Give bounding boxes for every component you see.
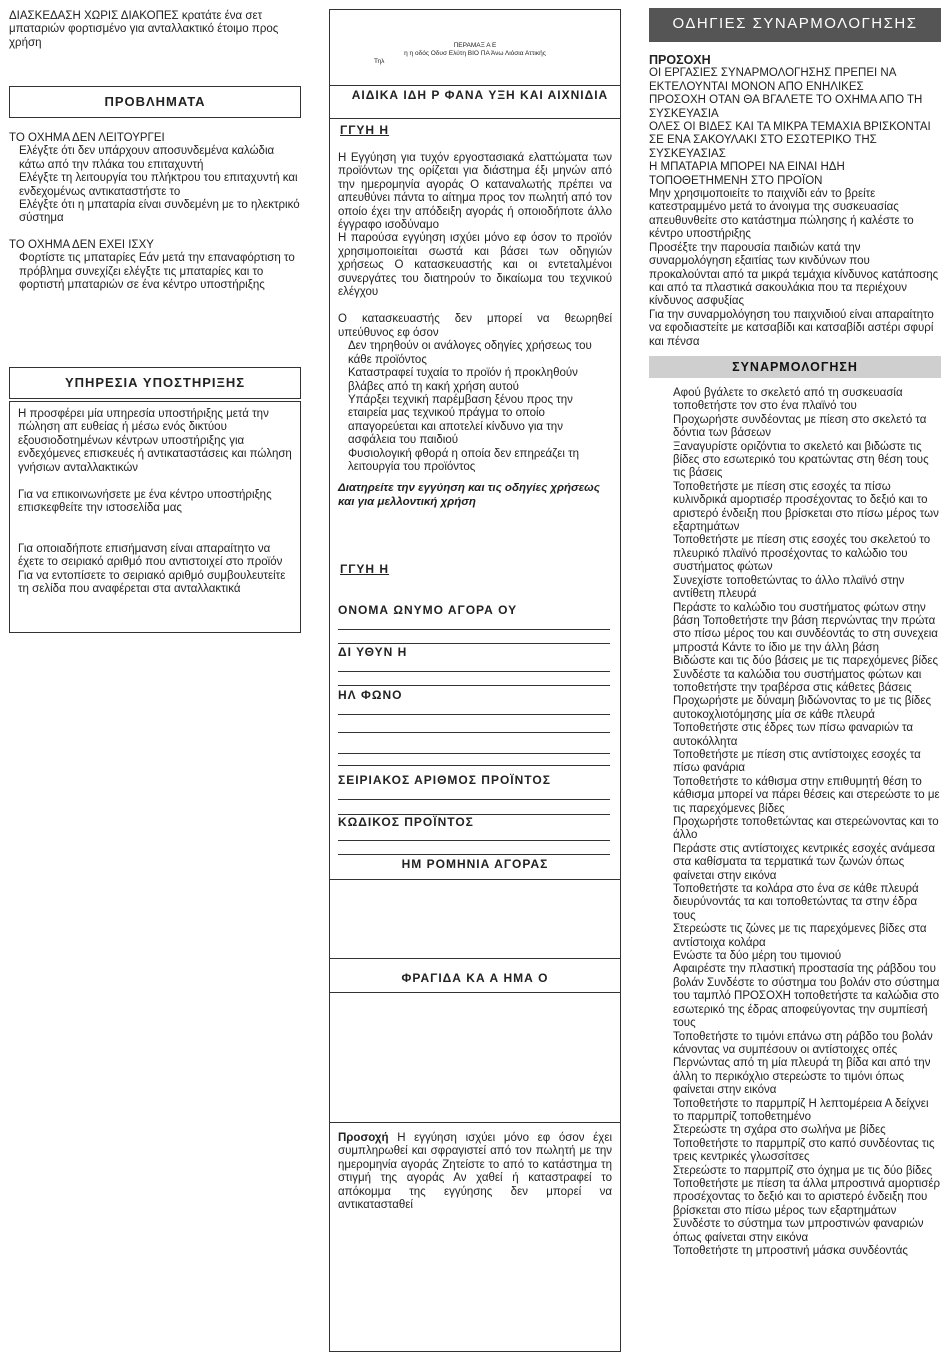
warranty-paragraph-2: Η παρούσα εγγύηση ισχύει μόνο εφ όσον το προϊόν χρησιμοποιείται σωστά και βάσει των οδηγιών χρήσεως Ο κατασκευαστής και οι εντεταλμένοι συνεργάτες του διατηρούν το δικαίωμα του τεχνικού ελέγχου [338, 232, 612, 299]
support-paragraph-3: Για οποιαδήποτε επισήμανση είναι απαραίτητο να έχετε το σειριακό αριθμό που αντιστοιχεί στο προϊόν Για να εντοπίσετε το σειριακό αριθμό συμβουλευτείτε τη σελίδα που αναφέρεται στα ανταλλακτικά [18, 542, 286, 596]
assembly-title: ΟΔΗΓΙΕΣ ΣΥΝΑΡΜΟΛΟΓΗΣΗΣ [649, 8, 941, 42]
footnote-caution: Προσοχή [338, 1132, 389, 1144]
company-header [330, 42, 620, 66]
support-heading: ΥΠΗΡΕΣΙΑ ΥΠΟΣΤΗΡΙΞΗΣ [9, 367, 301, 399]
assembly-step: Τοποθετήστε το παρμπρίζ Η λεπτομέρεια Α δείχνει το παρμπρίζ τοποθετημένο [673, 1097, 929, 1123]
form-line [338, 617, 610, 630]
assembly-step: Τοποθετήστε στις έδρες των πίσω φαναριών τα αυτοκόλλητα [673, 722, 914, 748]
problem-1 [9, 132, 301, 226]
assembly-step: Τοποθετήστε με πίεση στις εσοχές τα πίσω κυλινδρικά αμορτισέρ προσέχοντας το δεξιό και το αριστερό ένδειξη που βρίσκεται στο πίσω μέρος των εξαρτημάτων [673, 480, 939, 534]
assembly-step: Τοποθετήστε το τιμόνι επάνω στη ράβδο του βολάν κάνοντας να συμπέσουν οι αντίστοιχες οπές [673, 1030, 933, 1056]
caution-line: ΠΡΟΣΟΧΗ ΟΤΑΝ ΘΑ ΒΓΑΛΕΤΕ ΤΟ ΟΧΗΜΑ ΑΠΟ ΤΗ ΣΥΣΚΕΥΑΣΙΑ [649, 94, 923, 120]
assembly-step: Αφαιρέστε την πλαστική προστασία της ράβδου του βολάν Συνδέστε το σύστημα του βολάν στο σύστημα του ταμπλό ΠΡΟΣΟΧΗ τοποθετήστε τα καλώδια στο εσωτερικό της έδρας αποφεύγοντας την συμπίεσή τους [673, 963, 940, 1030]
assembly-step: Τοποθετήστε το παρμπρίζ στο καπό συνδέοντας τις τρεις κεντρικές γλωσσίτσες [673, 1137, 935, 1164]
form-serial-label: ΣΕΙΡΙΑΚΟΣ ΑΡΙΘΜΟΣ ΠΡΟΪΝΤΟΣ [338, 773, 551, 787]
assembly-step: Τοποθετήστε με πίεση τα άλλα μπροστινά αμορτισέρ προσέχοντας το δεξιό και το αριστερό ένδειξη που βρίσκεται στο πίσω μέρος των εξαρτημάτων [673, 1177, 941, 1217]
assembly-step: Ξαναγυρίστε οριζόντια το σκελετό και βιδώστε τις βίδες στο εσωτερικό του κρατώντας στη θέση τους τις βάσεις [673, 440, 929, 480]
problem-2-title: ΤΟ ΟΧΗΜΑ ΔΕΝ ΕΧΕΙ ΙΣΧΥ [9, 239, 154, 251]
assembly-step: Τοποθετήστε τα κολάρα στο ένα σε κάθε πλευρά διευρύνοντάς τα και τοποθετώντας τα στην έδρα τους [673, 883, 919, 922]
support-paragraph-2: Για να επικοινωνήσετε με ένα κέντρο υποστήριξης επισκεφθείτε την ιστοσελίδα μας [18, 489, 272, 515]
form-line [338, 787, 610, 800]
caution-text: Προσέξτε την παρουσία παιδιών κατά την συναρμολόγηση εξαιτίας των κινδύνων που προκαλούνται από τα μικρά τεμάχια κίνδυνος κατάποσης και από τα πλαστικά σακουλάκια που τα περιέχουν κίνδυνος ασφυξίας [649, 241, 939, 308]
form-line [338, 802, 610, 815]
warranty-keep-note: Διατηρείτε την εγγύηση και τις οδηγίες χρήσεως και για μελλοντική χρήση [338, 482, 600, 508]
problem-1-item: Ελέγξτε ότι δεν υπάρχουν αποσυνδεμένα καλώδια κάτω από την πλάκα του επιταχυντή [19, 145, 275, 171]
problem-1-item: Ελέγξτε ότι η μπαταρία είναι συνδεμένη με το ηλεκτρικό σύστημα [19, 199, 300, 225]
support-paragraph-1: Η προσφέρει μία υπηρεσία υποστήριξης μετά την πώληση απ ευθείας ή μέσω ενός δικτύου εξουσιοδοτημένων κέντρων υποστήριξης για ενδεχόμενες επισκευές ή αντικαταστάσεις και πώληση γνήσιων ανταλλακτικών [18, 408, 292, 474]
warranty-exclusion: Καταστραφεί τυχαία το προϊόν ή προκληθούν βλάβες από τη κακή χρήση αυτού [348, 367, 578, 393]
warranty-frame [329, 9, 621, 1352]
assembly-step: Τοποθετήστε τη μπροστινή μάσκα συνδέοντάς [673, 1245, 908, 1257]
assembly-step: Ενώστε τα δύο μέρη του τιμονιού [673, 950, 842, 963]
problem-1-title: ΤΟ ΟΧΗΜΑ ΔΕΝ ΛΕΙΤΟΥΡΓΕΙ [9, 132, 165, 144]
problem-2 [9, 239, 301, 293]
company-name: ΠΕΡΑΜΑΞ Α Ε [453, 42, 497, 49]
assembly-step: Αφού βγάλετε το σκελετό από τη συσκευασία τοποθετήστε τον στο ένα πλαϊνό του [673, 387, 903, 413]
form-line [338, 673, 610, 686]
divider [330, 1122, 620, 1123]
warranty-paragraph-3: Ο κατασκευαστής δεν μπορεί να θεωρηθεί υπεύθυνος εφ όσον [338, 313, 612, 339]
assembly-step: Προχωρήστε τοποθετώντας και στερεώνοντας και το άλλο [673, 816, 939, 842]
assembly-step: Συνεχίστε τοποθετώντας το άλλο πλαϊνό στην αντίθετη πλευρά [673, 574, 905, 601]
caution-line: Η ΜΠΑΤΑΡΙΑ ΜΠΟΡΕΙ ΝΑ ΕΙΝΑΙ ΗΔΗ ΤΟΠΟΘΕΤΗΜΕΝΗ ΣΤΟ ΠΡΟΪΟΝ [649, 161, 845, 187]
assembly-step: Τοποθετήστε με πίεση στις αντίστοιχες εσοχές τα πίσω φανάρια [673, 748, 921, 775]
assembly-step: Συνδέστε τα καλώδια του συστήματος φώτων και τοποθετήστε την τραβέρσα στις κάθετες βάσεις [673, 668, 922, 694]
problem-1-item: Ελέγξτε τη λειτουργία του πλήκτρου του επιταχυντή και ενδεχομένως αντικαταστήστε το [19, 172, 298, 198]
form-line [338, 702, 610, 715]
assembly-step: Στερεώστε τη σχάρα στο σωλήνα με βίδες [673, 1124, 886, 1137]
company-phone: Τηλ [374, 58, 385, 65]
form-date-label: ΗΜ ΡΟΜΗΝΙΑ ΑΓΟΡΑΣ [401, 857, 549, 871]
divider [330, 879, 620, 880]
assembly-step: Τοποθετήστε με πίεση στις εσοχές του σκελετού το πλευρικό πλαϊνό προσέχοντας το καλώδιο του συστήματος φώτων [673, 534, 931, 574]
assembly-step: Στερεώστε το παρμπρίζ στο όχημα με τις δύο βίδες [673, 1164, 933, 1177]
caution-text: Μην χρησιμοποιείτε το παιχνίδι εάν το βρείτε κατεστραμμένο μετά το άνοιγμα της συσκευασίας απευθυνθείτε στο κατάστημα πώλησης ή καλέστε το κέντρο υποστήριξης [649, 188, 914, 241]
assembly-step: Στερεώστε τις ζώνες με τις παρεχόμενες βίδες στα αντίστοιχα κολάρα [673, 923, 927, 949]
warranty-exclusion: Φυσιολογική φθορά η οποία δεν επηρεάζει τη λειτουργία του προϊόντος [348, 447, 580, 473]
stamp-label: ΦΡΑΓΙΔΑ ΚΑ Α ΗΜΑ Ο [401, 971, 549, 985]
warranty-body [338, 152, 612, 509]
warranty-exclusion: Δεν τηρηθούν οι ανάλογες οδηγίες χρήσεως του κάθε προϊόντος [348, 340, 592, 366]
caution-text: Για την συναρμολόγηση του παιχνιδιού είναι απαραίτητο να εφοδιαστείτε με κατσαβίδι και κατσαβίδι αστέρι σφυρί και πένσα [649, 308, 934, 348]
assembly-step: Προχωρήστε με δύναμη βιδώνοντας το με τις βίδες αυτοκοχλιοτόμησης μία σε κάθε πλευρά [673, 695, 931, 721]
company-address: η η οδός Οδυσ Ελύτη ΒΙΟ ΠΑ Άνω Λιόσια Αττικής [404, 50, 546, 57]
warranty-paragraph-1: Η Εγγύηση για τυχόν εργοστασιακά ελαττώματα των προϊόντων της ορίζεται για διάστημα έξι μηνών από την ημερομηνία αγοράς Ο καταναλωτής πρέπει να απευθύνει πάντα το αίτημα προς τον πωλητή από τον οποίο έχει την απόδειξη αγοράς ή οποιοδήποτε άλλο έγγραφο ισοδύναμο [338, 152, 612, 232]
divider [330, 992, 620, 993]
caution-block [649, 54, 941, 349]
form-name-label: ΟΝΟΜΑ ΩΝΥΜΟ ΑΓΟΡΑ ΟΥ [338, 603, 518, 617]
form-heading: ΓΓΥΗ Η [340, 562, 390, 576]
divider [330, 118, 620, 119]
assembly-steps [649, 387, 941, 1258]
assembly-step: Βιδώστε και τις δύο βάσεις με τις παρεχόμενες βίδες [673, 655, 939, 668]
form-code-label: ΚΩΔΙΚΟΣ ΠΡΟΪΝΤΟΣ [338, 815, 474, 829]
warranty-exclusion: Υπάρξει τεχνική παρέμβαση ξένου προς την εταιρεία μας τεχνικού πράγμα το οποίο απαγορεύεται και αποτελεί κίνδυνο για την ασφάλεια του παιδιού [348, 393, 573, 447]
form-line [338, 842, 610, 855]
warranty-heading: ΓΓΥΗ Η [340, 123, 390, 137]
problem-2-text: Φορτίστε τις μπαταρίες Εάν μετά την επαναφόρτιση το πρόβλημα συνεχίζει ελέγξτε τις μπαταρίες και το φορτιστή μπαταριών σε ένα κέντρο υποστήριξης [19, 252, 295, 292]
intro-text: ΔΙΑΣΚΕΔΑΣΗ ΧΩΡΙΣ ΔΙΑΚΟΠΕΣ κρατάτε ένα σετ μπαταριών φορτισμένο για ανταλλακτικό έτοιμο προς χρήση [9, 10, 279, 49]
form-line [338, 631, 610, 644]
warranty-footnote [338, 1132, 612, 1212]
assembly-heading: ΣΥΝΑΡΜΟΛΟΓΗΣΗ [649, 356, 941, 378]
form-line [338, 753, 610, 766]
footnote-text: Η εγγύηση ισχύει μόνο εφ όσον έχει συμπληρωθεί και σφραγιστεί από τον πωλητή με την ημερομηνία αγοράς Ζητείστε το από το κατάστημα τη στιγμή της αγοράς Αν χαθεί ή καταστραφεί το απόκομμα της εγγύησης δεν μπορεί να αντικατασταθεί [338, 1132, 612, 1212]
assembly-step: Συνδέστε το σύστημα των μπροστινών φαναριών όπως φαίνεται στην εικόνα [673, 1218, 924, 1244]
assembly-step: Περάστε το καλώδιο του συστήματος φώτων στην βάση Τοποθετήστε την βάση περνώντας την πρώτα στο πίσω μέρος του και συνδέοντάς το στη συνεχεια μπροστά Κάντε το ίδιο με την άλλη βάση [673, 601, 938, 654]
caution-heading: ΠΡΟΣΟΧΗ [649, 53, 711, 67]
assembly-step: Τοποθετήστε το κάθισμα στην επιθυμητή θέση το κάθισμα μπορεί να πάρει θέσεις και στερεώστε το με τις παρεχόμενες βίδες [673, 775, 940, 815]
form-line [338, 720, 610, 733]
caution-line: ΟΛΕΣ ΟΙ ΒΙΔΕΣ ΚΑΙ ΤΑ ΜΙΚΡΑ ΤΕΜΑΧΙΑ ΒΡΙΣΚΟΝΤΑΙ ΣΕ ΕΝΑ ΣΑΚΟΥΛΑΚΙ ΣΤΟ ΕΣΩΤΕΡΙΚΟ ΤΗΣ ΣΥΣΚΕΥΑΣΙΑΣ [649, 121, 931, 160]
divider [330, 85, 620, 86]
section-title: ΑΙΔΙΚΑ ΙΔΗ Ρ ΦΑΝΑ ΥΞΗ ΚΑΙ ΑΙΧΝΙΔΙΑ [351, 88, 609, 102]
problems-heading: ΠΡΟΒΛΗΜΑΤΑ [9, 86, 301, 118]
assembly-step: Προχωρήστε συνδέοντας με πίεση στο σκελετό τα δόντια των βάσεων [673, 413, 927, 440]
assembly-step: Περνώντας από τη μία πλευρά τη βίδα και από την άλλη το περικόχλιο στερεώστε το τιμόνι όπως φαίνεται στην εικόνα [673, 1057, 931, 1097]
form-line [338, 828, 610, 841]
support-box [9, 401, 301, 633]
divider [330, 958, 620, 959]
caution-line: ΟΙ ΕΡΓΑΣΙΕΣ ΣΥΝΑΡΜΟΛΟΓΗΣΗΣ ΠΡΕΠΕΙ ΝΑ ΕΚΤΕΛΟΥΝΤΑΙ ΜΟΝΟΝ ΑΠΟ ΕΝΗΛΙΚΕΣ [649, 67, 896, 93]
assembly-step: Περάστε στις αντίστοιχες κεντρικές εσοχές ανάμεσα στα καθίσματα τα τερματικά των ζωνών όπως φαίνεται στην εικόνα [673, 842, 935, 882]
form-line [338, 659, 610, 672]
form-phone-label: ΗΛ ΦΩΝΟ [338, 688, 403, 702]
form-address-label: ΔΙ ΥΘΥΝ Η [338, 645, 408, 659]
